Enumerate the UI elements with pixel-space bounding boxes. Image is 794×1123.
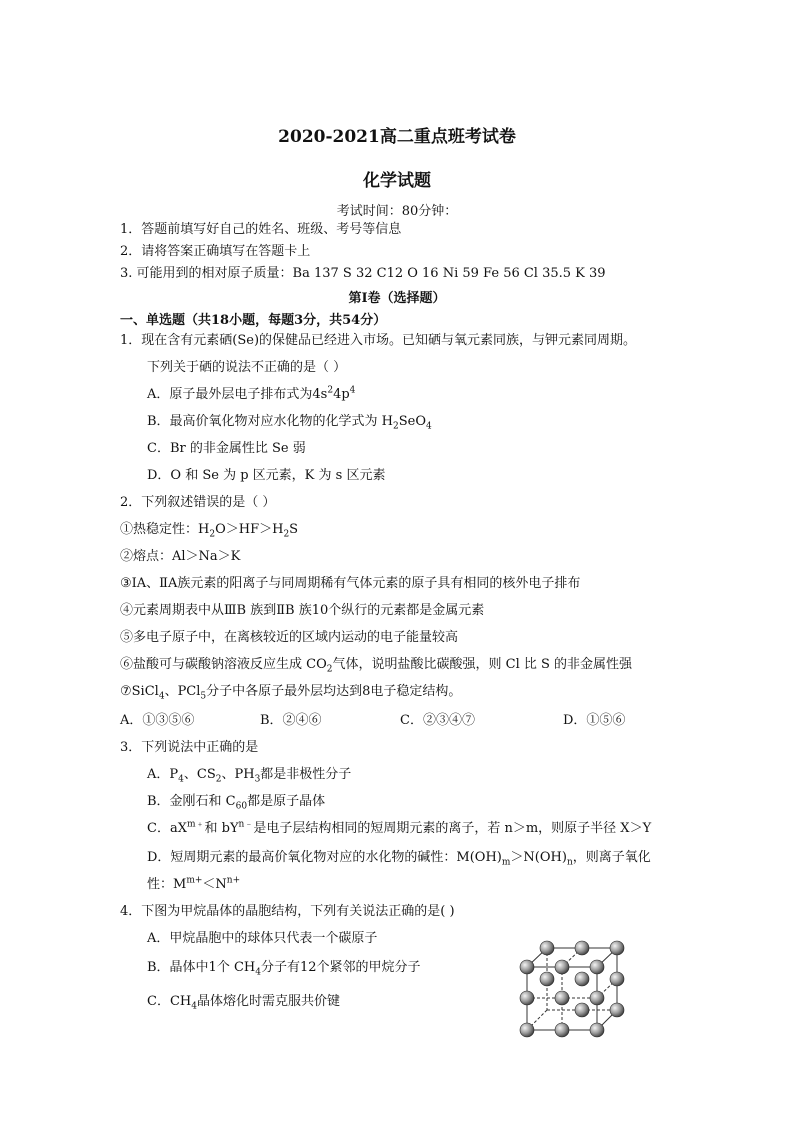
exam-title: 2020-2021高二重点班考试卷 xyxy=(278,127,516,147)
sphere xyxy=(610,972,624,986)
q3-option-d-line2: 性：$M^{m+}<N^{n+}$ xyxy=(147,875,241,892)
q2-statement-4: ④元素周期表中从ⅢB 族到ⅡB 族10个纵行的元素都是金属元素 xyxy=(120,603,485,618)
volume-title: 第Ⅰ卷（选择题） xyxy=(348,291,446,306)
q2-statement-2: ②熔点：Al＞Na＞K xyxy=(120,549,241,564)
sphere xyxy=(540,941,554,955)
instruction-1: 1．答题前填写好自己的姓名、班级、考号等信息 xyxy=(120,222,402,237)
sphere xyxy=(540,972,554,986)
q2-statement-7: ⑦SiCl$_4$、PCl$_5$分子中各原子最外层均达到8电子稳定结构。 xyxy=(120,684,462,702)
q4-option-b: B．晶体中1个 $CH_4$分子有12个紧邻的甲烷分子 xyxy=(147,960,421,978)
q1-option-b: B．最高价氧化物对应水化物的化学式为 $H_2SeO_4$ xyxy=(147,414,432,432)
part-title: 一、单选题（共18小题，每题3分，共54分） xyxy=(120,313,387,328)
q1-ask: 下列关于硒的说法不正确的是（ ） xyxy=(147,360,347,375)
q2-statement-6: ⑥盐酸可与碳酸钠溶液反应生成 $CO_2$气体，说明盐酸比碳酸强，则 Cl 比 S 的非金属性强 xyxy=(120,657,633,675)
sphere xyxy=(590,960,604,974)
exam-time: 考试时间：80分钟： xyxy=(336,204,458,219)
q3-option-d-line1: D．短周期元素的最高价氧化物对应的水化物的碱性：$M(OH)_m>N(OH)_n$，则离子氧化 xyxy=(147,850,651,868)
sphere xyxy=(610,941,624,955)
q3-stem: 3．下列说法中正确的是 xyxy=(120,740,259,755)
q1-option-a: A．原子最外层电子排布式为$4s^24p^4$ xyxy=(147,385,356,402)
q2-statement-5: ⑤多电子原子中，在离核较近的区域内运动的电子能量较高 xyxy=(120,630,459,645)
q2-option-a: A．①③⑤⑥ xyxy=(120,713,195,728)
sphere xyxy=(590,1023,604,1037)
q2-statement-3: ③ⅠA、ⅡA族元素的阳离子与同周期稀有气体元素的原子具有相同的核外电子排布 xyxy=(120,576,581,591)
q3-option-a: A．$P_4$、$CS_2$、$PH_3$都是非极性分子 xyxy=(147,767,352,785)
sphere xyxy=(575,972,589,986)
q1-option-d: D．O 和 Se 为 p 区元素，K 为 s 区元素 xyxy=(147,468,386,483)
sphere xyxy=(610,1003,624,1017)
sphere xyxy=(555,1023,569,1037)
q2-statement-1: ①热稳定性：$H_2O>HF>H_2S$ xyxy=(120,522,299,540)
sphere xyxy=(520,991,534,1005)
q4-option-a: A．甲烷晶胞中的球体只代表一个碳原子 xyxy=(147,931,378,946)
instruction-3: 3. 可能用到的相对原子质量：Ba 137 S 32 C12 O 16 Ni 59 Fe 56 Cl 35.5 K 39 xyxy=(120,266,606,281)
q3-option-b: B．金刚石和 $C_{60}$都是原子晶体 xyxy=(147,794,326,812)
sphere xyxy=(575,941,589,955)
q2-option-b: B．②④⑥ xyxy=(260,713,322,728)
sphere xyxy=(555,960,569,974)
methane-unit-cell-figure xyxy=(515,935,635,1045)
sphere xyxy=(520,960,534,974)
q2-option-c: C．②③④⑦ xyxy=(400,713,475,728)
q1-option-c: C．Br 的非金属性比 Se 弱 xyxy=(147,441,306,456)
q2-stem: 2．下列叙述错误的是（ ） xyxy=(120,495,276,510)
sphere xyxy=(575,1003,589,1017)
cube-edges xyxy=(527,948,617,1030)
q4-stem: 4．下图为甲烷晶体的晶胞结构，下列有关说法正确的是( ) xyxy=(120,904,455,919)
q1-stem: 1．现在含有元素硒(Se)的保健品已经进入市场。已知硒与氧元素同族，与钾元素同周期。 xyxy=(120,333,637,348)
q3-option-c: C．$aX^{m﹢}$和 $bY^{n﹣}$是电子层结构相同的短周期元素的离子，若 n＞m，则原子半径 X＞Y xyxy=(147,819,652,836)
instruction-2: 2．请将答案正确填写在答题卡上 xyxy=(120,244,311,259)
q2-option-d: D．①⑤⑥ xyxy=(563,713,626,728)
sphere xyxy=(555,991,569,1005)
q4-option-c: C．$CH_4$晶体熔化时需克服共价键 xyxy=(147,994,340,1012)
subject-title: 化学试题 xyxy=(363,171,431,191)
molecule-spheres xyxy=(520,941,624,1037)
sphere xyxy=(520,1023,534,1037)
sphere xyxy=(590,991,604,1005)
